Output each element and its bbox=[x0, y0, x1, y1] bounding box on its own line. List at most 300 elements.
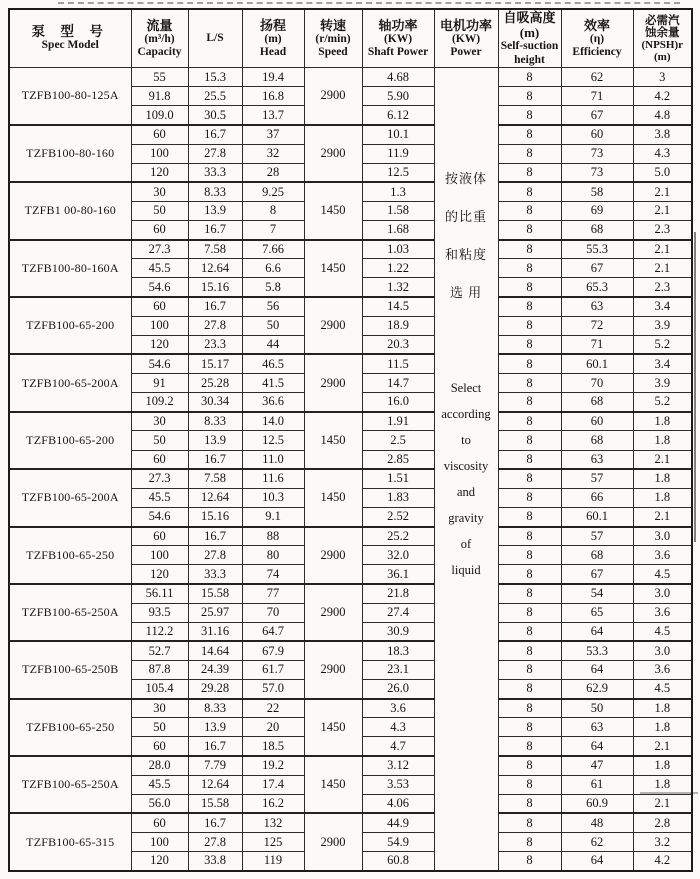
power-note-zh bbox=[435, 68, 498, 312]
efficiency-cell: 67 bbox=[561, 106, 633, 125]
capacity-cell: 105.4 bbox=[131, 680, 188, 699]
column-header-line: 流量 bbox=[146, 17, 173, 33]
efficiency-cell: 60.1 bbox=[561, 354, 633, 373]
ls-cell: 12.64 bbox=[188, 259, 242, 278]
npsh-cell: 1.8 bbox=[633, 756, 692, 775]
head-cell: 13.7 bbox=[242, 106, 304, 125]
efficiency-cell: 68 bbox=[561, 221, 633, 240]
column-header-line: 蚀余量 bbox=[645, 26, 680, 39]
self-suction-cell: 8 bbox=[498, 756, 561, 775]
model-cell: TZFB100-80-125A bbox=[9, 68, 131, 125]
efficiency-cell: 65.3 bbox=[561, 278, 633, 297]
model-cell: TZFB1 00-80-160 bbox=[9, 182, 131, 239]
npsh-cell: 2.1 bbox=[633, 450, 692, 469]
npsh-cell: 4.5 bbox=[633, 565, 692, 584]
efficiency-cell: 62 bbox=[561, 833, 633, 852]
ls-cell: 16.7 bbox=[188, 527, 242, 546]
ls-cell: 13.9 bbox=[188, 431, 242, 450]
ls-cell: 16.7 bbox=[188, 450, 242, 469]
column-header-line: Power bbox=[450, 46, 482, 58]
speed-cell: 1450 bbox=[304, 469, 362, 526]
ls-cell: 16.7 bbox=[188, 221, 242, 240]
head-cell: 20 bbox=[242, 718, 304, 737]
ls-cell: 24.39 bbox=[188, 660, 242, 679]
self-suction-cell: 8 bbox=[498, 259, 561, 278]
head-cell: 5.8 bbox=[242, 278, 304, 297]
ls-cell: 14.64 bbox=[188, 641, 242, 660]
column-header-npsh bbox=[633, 9, 692, 68]
self-suction-cell: 8 bbox=[498, 527, 561, 546]
table-header-row bbox=[9, 9, 692, 68]
efficiency-cell: 47 bbox=[561, 756, 633, 775]
speed-cell: 2900 bbox=[304, 641, 362, 698]
efficiency-cell: 64 bbox=[561, 660, 633, 679]
model-cell: TZFB100-65-315 bbox=[9, 813, 131, 870]
ls-cell: 25.97 bbox=[188, 603, 242, 622]
self-suction-cell: 8 bbox=[498, 393, 561, 412]
npsh-cell: 3.0 bbox=[633, 584, 692, 603]
shaft-power-cell: 25.2 bbox=[362, 527, 434, 546]
model-cell: TZFB100-65-250 bbox=[9, 699, 131, 756]
self-suction-cell: 8 bbox=[498, 546, 561, 565]
head-cell: 41.5 bbox=[242, 374, 304, 393]
efficiency-cell: 64 bbox=[561, 852, 633, 871]
ls-cell: 15.58 bbox=[188, 794, 242, 813]
head-cell: 32 bbox=[242, 144, 304, 163]
ls-cell: 15.3 bbox=[188, 68, 242, 87]
speed-cell: 2900 bbox=[304, 527, 362, 584]
column-header-capacity bbox=[131, 9, 188, 68]
npsh-cell: 2.3 bbox=[633, 221, 692, 240]
pump-spec-table bbox=[8, 8, 693, 872]
speed-cell: 2900 bbox=[304, 297, 362, 354]
model-cell: TZFB100-65-250B bbox=[9, 641, 131, 698]
ls-cell: 31.16 bbox=[188, 622, 242, 641]
npsh-cell: 3.6 bbox=[633, 546, 692, 565]
efficiency-cell: 55.3 bbox=[561, 240, 633, 259]
efficiency-cell: 68 bbox=[561, 431, 633, 450]
ls-cell: 30.34 bbox=[188, 393, 242, 412]
capacity-cell: 100 bbox=[131, 144, 188, 163]
head-cell: 14.0 bbox=[242, 412, 304, 431]
ls-cell: 33.8 bbox=[188, 852, 242, 871]
shaft-power-cell: 30.9 bbox=[362, 622, 434, 641]
shaft-power-cell: 20.3 bbox=[362, 335, 434, 354]
self-suction-cell: 8 bbox=[498, 182, 561, 201]
self-suction-cell: 8 bbox=[498, 412, 561, 431]
efficiency-cell: 70 bbox=[561, 374, 633, 393]
model-cell: TZFB100-65-200 bbox=[9, 297, 131, 354]
shaft-power-cell: 4.3 bbox=[362, 718, 434, 737]
ls-cell: 25.5 bbox=[188, 87, 242, 106]
speed-cell: 2900 bbox=[304, 125, 362, 182]
head-cell: 74 bbox=[242, 565, 304, 584]
self-suction-cell: 8 bbox=[498, 144, 561, 163]
self-suction-cell: 8 bbox=[498, 852, 561, 871]
ls-cell: 12.64 bbox=[188, 488, 242, 507]
capacity-cell: 55 bbox=[131, 68, 188, 87]
npsh-cell: 5.0 bbox=[633, 163, 692, 182]
head-cell: 61.7 bbox=[242, 660, 304, 679]
ls-cell: 16.7 bbox=[188, 297, 242, 316]
capacity-cell: 50 bbox=[131, 718, 188, 737]
capacity-cell: 45.5 bbox=[131, 488, 188, 507]
model-cell: TZFB100-65-250A bbox=[9, 584, 131, 641]
self-suction-cell: 8 bbox=[498, 737, 561, 756]
self-suction-cell: 8 bbox=[498, 775, 561, 794]
table-row bbox=[9, 125, 692, 144]
head-cell: 16.2 bbox=[242, 794, 304, 813]
column-header-line: Head bbox=[259, 46, 287, 58]
power-note-line: viscosity bbox=[443, 459, 489, 473]
head-cell: 125 bbox=[242, 833, 304, 852]
shaft-power-cell: 1.32 bbox=[362, 278, 434, 297]
capacity-cell: 30 bbox=[131, 182, 188, 201]
model-cell: TZFB100-65-250 bbox=[9, 527, 131, 584]
npsh-cell: 1.8 bbox=[633, 775, 692, 794]
capacity-cell: 45.5 bbox=[131, 775, 188, 794]
column-header-efficiency bbox=[561, 9, 633, 68]
head-cell: 50 bbox=[242, 316, 304, 335]
column-header-line: 转速 bbox=[319, 17, 346, 33]
capacity-cell: 120 bbox=[131, 163, 188, 182]
self-suction-cell: 8 bbox=[498, 833, 561, 852]
npsh-cell: 3.2 bbox=[633, 833, 692, 852]
table-row bbox=[9, 527, 692, 546]
self-suction-cell: 8 bbox=[498, 316, 561, 335]
speed-cell: 1450 bbox=[304, 182, 362, 239]
shaft-power-cell: 6.12 bbox=[362, 106, 434, 125]
npsh-cell: 3 bbox=[633, 68, 692, 87]
head-cell: 56 bbox=[242, 297, 304, 316]
column-header-line: (NPSH)r bbox=[641, 38, 684, 51]
ls-cell: 15.17 bbox=[188, 354, 242, 373]
table-row bbox=[9, 297, 692, 316]
head-cell: 77 bbox=[242, 584, 304, 603]
shaft-power-cell: 18.9 bbox=[362, 316, 434, 335]
efficiency-cell: 57 bbox=[561, 527, 633, 546]
npsh-cell: 2.8 bbox=[633, 813, 692, 832]
capacity-cell: 60 bbox=[131, 221, 188, 240]
power-note-line: according bbox=[441, 407, 491, 421]
speed-cell: 2900 bbox=[304, 68, 362, 125]
column-header-line: (m) bbox=[264, 32, 282, 45]
efficiency-cell: 66 bbox=[561, 488, 633, 507]
self-suction-cell: 8 bbox=[498, 374, 561, 393]
self-suction-cell: 8 bbox=[498, 354, 561, 373]
shaft-power-cell: 2.5 bbox=[362, 431, 434, 450]
self-suction-cell: 8 bbox=[498, 565, 561, 584]
head-cell: 36.6 bbox=[242, 393, 304, 412]
efficiency-cell: 71 bbox=[561, 335, 633, 354]
npsh-cell: 4.2 bbox=[633, 87, 692, 106]
efficiency-cell: 69 bbox=[561, 201, 633, 220]
self-suction-cell: 8 bbox=[498, 201, 561, 220]
head-cell: 19.2 bbox=[242, 756, 304, 775]
power-note-line: of bbox=[460, 537, 472, 551]
column-header-line: 必需汽 bbox=[645, 14, 680, 27]
capacity-cell: 60 bbox=[131, 125, 188, 144]
head-cell: 64.7 bbox=[242, 622, 304, 641]
shaft-power-cell: 1.22 bbox=[362, 259, 434, 278]
power-note-line: gravity bbox=[448, 511, 484, 525]
shaft-power-cell: 3.6 bbox=[362, 699, 434, 718]
self-suction-cell: 8 bbox=[498, 641, 561, 660]
npsh-cell: 1.8 bbox=[633, 412, 692, 431]
table-row bbox=[9, 68, 692, 87]
capacity-cell: 93.5 bbox=[131, 603, 188, 622]
shaft-power-cell: 60.8 bbox=[362, 852, 434, 871]
column-header-line: (KW) bbox=[451, 32, 481, 45]
shaft-power-cell: 2.52 bbox=[362, 507, 434, 526]
npsh-cell: 1.8 bbox=[633, 699, 692, 718]
head-cell: 88 bbox=[242, 527, 304, 546]
npsh-cell: 3.6 bbox=[633, 660, 692, 679]
ls-cell: 8.33 bbox=[188, 699, 242, 718]
efficiency-cell: 60.1 bbox=[561, 507, 633, 526]
self-suction-cell: 8 bbox=[498, 335, 561, 354]
self-suction-cell: 8 bbox=[498, 87, 561, 106]
shaft-power-cell: 44.9 bbox=[362, 813, 434, 832]
efficiency-cell: 57 bbox=[561, 469, 633, 488]
head-cell: 7 bbox=[242, 221, 304, 240]
efficiency-cell: 48 bbox=[561, 813, 633, 832]
self-suction-cell: 8 bbox=[498, 221, 561, 240]
column-header-line: Efficiency bbox=[572, 46, 622, 58]
model-cell: TZFB100-65-200 bbox=[9, 412, 131, 469]
model-cell: TZFB100-65-200A bbox=[9, 469, 131, 526]
shaft-power-cell: 18.3 bbox=[362, 641, 434, 660]
column-header-model bbox=[9, 9, 131, 68]
npsh-cell: 5.2 bbox=[633, 393, 692, 412]
npsh-cell: 3.6 bbox=[633, 603, 692, 622]
table-row bbox=[9, 756, 692, 775]
ls-cell: 13.9 bbox=[188, 201, 242, 220]
shaft-power-cell: 11.9 bbox=[362, 144, 434, 163]
table-row bbox=[9, 813, 692, 832]
capacity-cell: 109.0 bbox=[131, 106, 188, 125]
table-row bbox=[9, 584, 692, 603]
shaft-power-cell: 3.12 bbox=[362, 756, 434, 775]
capacity-cell: 60 bbox=[131, 297, 188, 316]
column-header-line: height bbox=[514, 53, 545, 66]
power-note-line: 的比重 bbox=[444, 209, 487, 224]
speed-cell: 2900 bbox=[304, 584, 362, 641]
ls-cell: 29.28 bbox=[188, 680, 242, 699]
npsh-cell: 3.0 bbox=[633, 527, 692, 546]
shaft-power-cell: 26.0 bbox=[362, 680, 434, 699]
model-cell: TZFB100-65-200A bbox=[9, 354, 131, 411]
power-note-line: and bbox=[456, 485, 476, 499]
npsh-cell: 4.5 bbox=[633, 680, 692, 699]
capacity-cell: 56.11 bbox=[131, 584, 188, 603]
capacity-cell: 28.0 bbox=[131, 756, 188, 775]
speed-cell: 2900 bbox=[304, 813, 362, 870]
head-cell: 70 bbox=[242, 603, 304, 622]
capacity-cell: 30 bbox=[131, 699, 188, 718]
shaft-power-cell: 16.0 bbox=[362, 393, 434, 412]
capacity-cell: 91 bbox=[131, 374, 188, 393]
self-suction-cell: 8 bbox=[498, 488, 561, 507]
capacity-cell: 56.0 bbox=[131, 794, 188, 813]
power-note-line: 按液体 bbox=[444, 171, 487, 186]
efficiency-cell: 64 bbox=[561, 737, 633, 756]
ls-cell: 7.58 bbox=[188, 469, 242, 488]
ls-cell: 8.33 bbox=[188, 412, 242, 431]
self-suction-cell: 8 bbox=[498, 794, 561, 813]
self-suction-cell: 8 bbox=[498, 718, 561, 737]
head-cell: 28 bbox=[242, 163, 304, 182]
head-cell: 19.4 bbox=[242, 68, 304, 87]
npsh-cell: 3.0 bbox=[633, 641, 692, 660]
efficiency-cell: 60 bbox=[561, 125, 633, 144]
table-row bbox=[9, 240, 692, 259]
efficiency-cell: 60 bbox=[561, 412, 633, 431]
npsh-cell: 2.1 bbox=[633, 794, 692, 813]
ls-cell: 33.3 bbox=[188, 163, 242, 182]
self-suction-cell: 8 bbox=[498, 68, 561, 87]
head-cell: 7.66 bbox=[242, 240, 304, 259]
power-note-en bbox=[435, 375, 498, 583]
self-suction-cell: 8 bbox=[498, 699, 561, 718]
ls-cell: 7.58 bbox=[188, 240, 242, 259]
ls-cell: 23.3 bbox=[188, 335, 242, 354]
efficiency-cell: 62 bbox=[561, 68, 633, 87]
column-header-line: 电机功率 bbox=[439, 17, 492, 33]
shaft-power-cell: 2.85 bbox=[362, 450, 434, 469]
column-header-line: Speed bbox=[318, 46, 348, 58]
ls-cell: 7.79 bbox=[188, 756, 242, 775]
efficiency-cell: 61 bbox=[561, 775, 633, 794]
column-header-line: Self-suction bbox=[500, 40, 559, 52]
ls-cell: 27.8 bbox=[188, 833, 242, 852]
head-cell: 44 bbox=[242, 335, 304, 354]
shaft-power-cell: 54.9 bbox=[362, 833, 434, 852]
column-header-line: L/S bbox=[206, 31, 224, 44]
npsh-cell: 4.8 bbox=[633, 106, 692, 125]
head-cell: 37 bbox=[242, 125, 304, 144]
table-row bbox=[9, 641, 692, 660]
speed-cell: 1450 bbox=[304, 240, 362, 297]
capacity-cell: 54.6 bbox=[131, 354, 188, 373]
head-cell: 8 bbox=[242, 201, 304, 220]
ls-cell: 15.58 bbox=[188, 584, 242, 603]
column-header-self-suction bbox=[498, 9, 561, 68]
npsh-cell: 2.1 bbox=[633, 240, 692, 259]
capacity-cell: 50 bbox=[131, 431, 188, 450]
npsh-cell: 2.1 bbox=[633, 507, 692, 526]
capacity-cell: 100 bbox=[131, 316, 188, 335]
capacity-cell: 45.5 bbox=[131, 259, 188, 278]
head-cell: 9.1 bbox=[242, 507, 304, 526]
capacity-cell: 52.7 bbox=[131, 641, 188, 660]
shaft-power-cell: 1.51 bbox=[362, 469, 434, 488]
capacity-cell: 91.8 bbox=[131, 87, 188, 106]
shaft-power-cell: 14.7 bbox=[362, 374, 434, 393]
column-header-line: 自吸高度(m) bbox=[503, 10, 556, 40]
shaft-power-cell: 1.91 bbox=[362, 412, 434, 431]
shaft-power-cell: 3.53 bbox=[362, 775, 434, 794]
ls-cell: 27.8 bbox=[188, 546, 242, 565]
self-suction-cell: 8 bbox=[498, 813, 561, 832]
efficiency-cell: 63 bbox=[561, 450, 633, 469]
shaft-power-cell: 23.1 bbox=[362, 660, 434, 679]
model-cell: TZFB100-65-250A bbox=[9, 756, 131, 813]
power-note-line: liquid bbox=[451, 563, 481, 577]
capacity-cell: 54.6 bbox=[131, 507, 188, 526]
table-row bbox=[9, 412, 692, 431]
self-suction-cell: 8 bbox=[498, 507, 561, 526]
shaft-power-cell: 12.5 bbox=[362, 163, 434, 182]
npsh-cell: 1.8 bbox=[633, 718, 692, 737]
npsh-cell: 2.1 bbox=[633, 737, 692, 756]
column-header-power bbox=[434, 9, 498, 68]
npsh-cell: 3.9 bbox=[633, 374, 692, 393]
efficiency-cell: 72 bbox=[561, 316, 633, 335]
efficiency-cell: 63 bbox=[561, 297, 633, 316]
npsh-cell: 4.5 bbox=[633, 622, 692, 641]
efficiency-cell: 67 bbox=[561, 259, 633, 278]
column-header-line: 泵 型 号 bbox=[31, 24, 109, 40]
self-suction-cell: 8 bbox=[498, 240, 561, 259]
efficiency-cell: 53.3 bbox=[561, 641, 633, 660]
npsh-cell: 3.4 bbox=[633, 297, 692, 316]
npsh-cell: 2.1 bbox=[633, 201, 692, 220]
shaft-power-cell: 27.4 bbox=[362, 603, 434, 622]
ls-cell: 8.33 bbox=[188, 182, 242, 201]
capacity-cell: 120 bbox=[131, 852, 188, 871]
speed-cell: 2900 bbox=[304, 354, 362, 411]
column-header-line: 扬程 bbox=[259, 17, 286, 33]
power-note-line: to bbox=[461, 433, 471, 447]
npsh-cell: 2.1 bbox=[633, 182, 692, 201]
efficiency-cell: 68 bbox=[561, 393, 633, 412]
npsh-cell: 2.3 bbox=[633, 278, 692, 297]
efficiency-cell: 64 bbox=[561, 622, 633, 641]
column-header-line: (r/min) bbox=[315, 32, 351, 45]
capacity-cell: 30 bbox=[131, 412, 188, 431]
speed-cell: 1450 bbox=[304, 699, 362, 756]
capacity-cell: 50 bbox=[131, 201, 188, 220]
shaft-power-cell: 4.68 bbox=[362, 68, 434, 87]
motor-power-note-cell bbox=[434, 68, 498, 871]
capacity-cell: 100 bbox=[131, 833, 188, 852]
column-header-line: Capacity bbox=[137, 46, 182, 58]
self-suction-cell: 8 bbox=[498, 278, 561, 297]
speed-cell: 1450 bbox=[304, 412, 362, 469]
capacity-cell: 120 bbox=[131, 565, 188, 584]
efficiency-cell: 60.9 bbox=[561, 794, 633, 813]
capacity-cell: 27.3 bbox=[131, 469, 188, 488]
ls-cell: 15.16 bbox=[188, 507, 242, 526]
capacity-cell: 60 bbox=[131, 737, 188, 756]
capacity-cell: 60 bbox=[131, 450, 188, 469]
ls-cell: 16.7 bbox=[188, 813, 242, 832]
capacity-cell: 100 bbox=[131, 546, 188, 565]
shaft-power-cell: 11.5 bbox=[362, 354, 434, 373]
head-cell: 80 bbox=[242, 546, 304, 565]
self-suction-cell: 8 bbox=[498, 297, 561, 316]
model-cell: TZFB100-80-160A bbox=[9, 240, 131, 297]
npsh-cell: 2.1 bbox=[633, 259, 692, 278]
capacity-cell: 120 bbox=[131, 335, 188, 354]
head-cell: 46.5 bbox=[242, 354, 304, 373]
shaft-power-cell: 1.03 bbox=[362, 240, 434, 259]
model-cell: TZFB100-80-160 bbox=[9, 125, 131, 182]
column-header-line: 效率 bbox=[583, 17, 610, 33]
shaft-power-cell: 1.83 bbox=[362, 488, 434, 507]
column-header-shaft-power bbox=[362, 9, 434, 68]
